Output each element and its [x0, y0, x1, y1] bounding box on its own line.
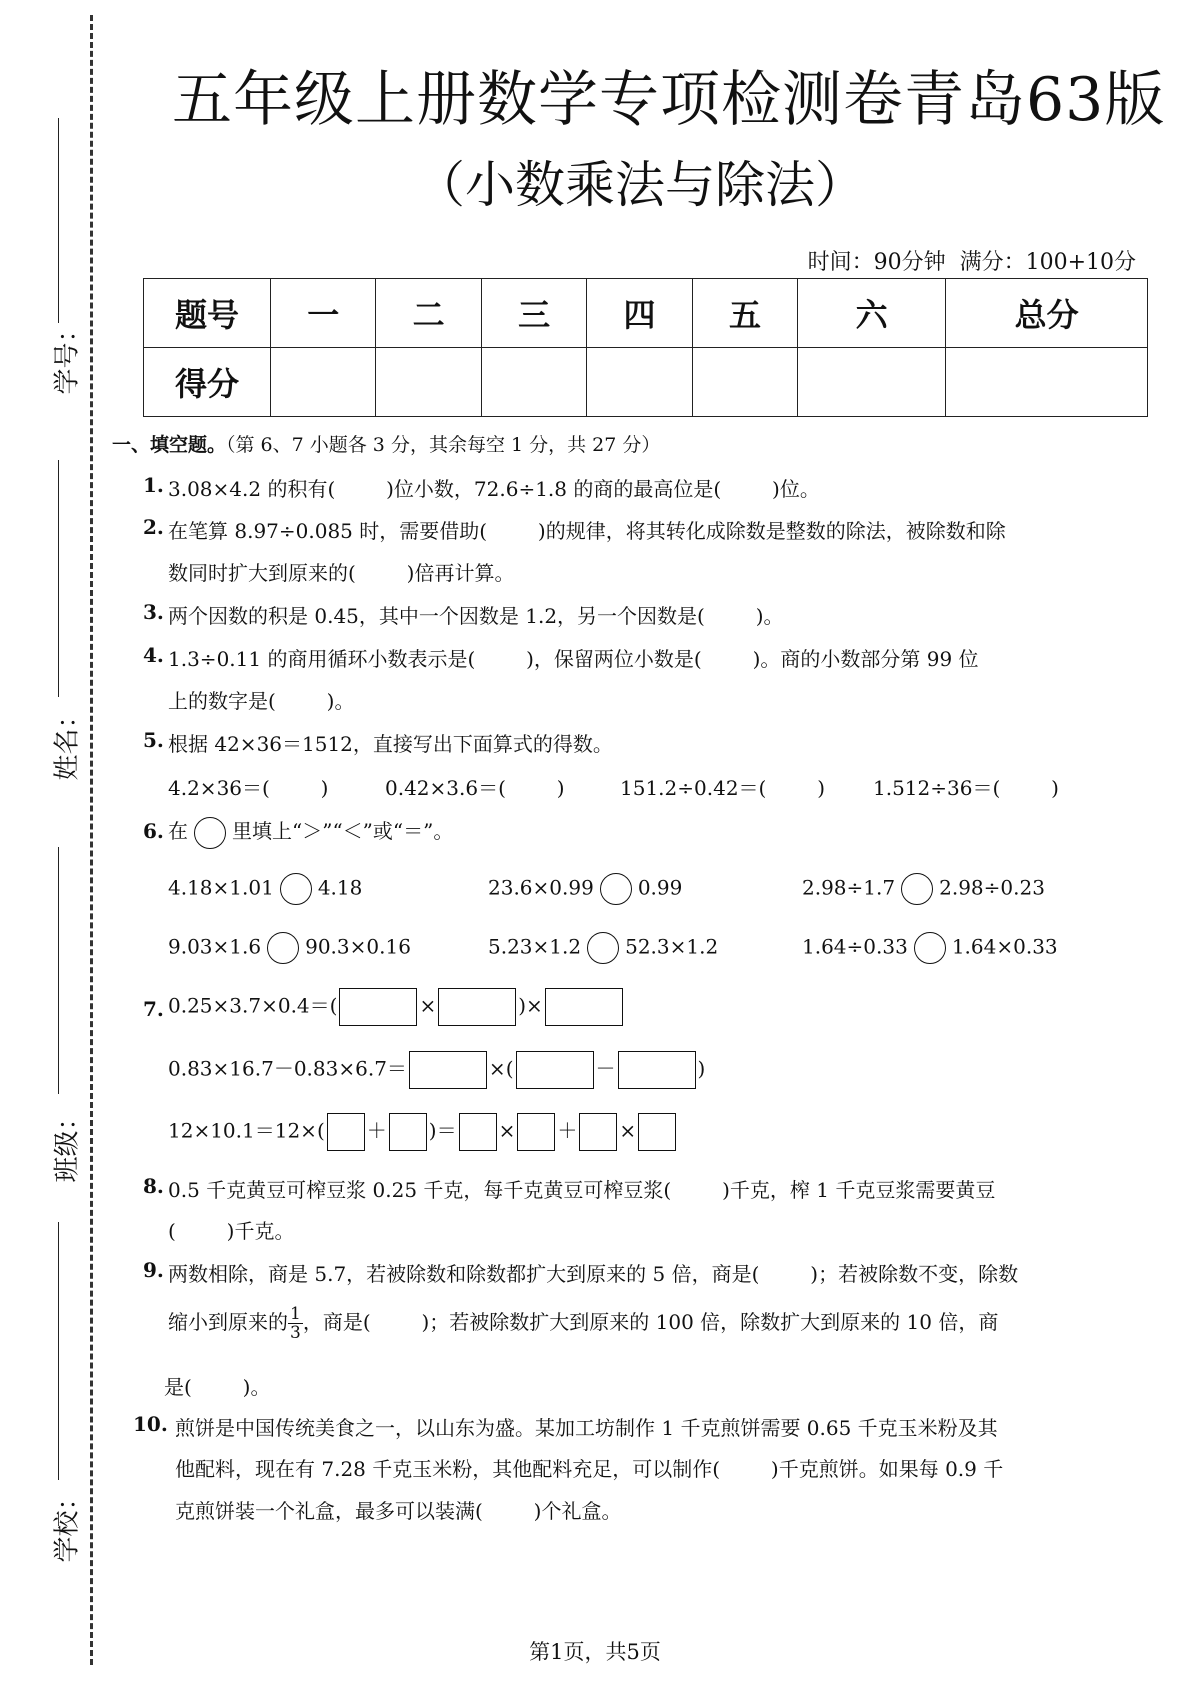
- question-2-line-2: 数同时扩大到原来的( )倍再计算。: [168, 561, 515, 585]
- question-5-expr: 4.2×36＝( ): [168, 776, 329, 800]
- prompt-text: 在: [168, 819, 188, 843]
- answer-box[interactable]: [638, 1113, 676, 1151]
- question-5-expr: 1.512÷36＝( ): [873, 776, 1059, 800]
- question-4-line-2: 上的数字是( )。: [168, 689, 355, 713]
- question-number: 7.: [143, 997, 164, 1021]
- header-cell: 一: [271, 279, 376, 348]
- question-number: 8.: [143, 1174, 164, 1198]
- answer-box[interactable]: [327, 1113, 365, 1151]
- question-8-line-2: ( )千克。: [168, 1219, 295, 1243]
- answer-box[interactable]: [579, 1113, 617, 1151]
- answer-box[interactable]: [517, 1113, 555, 1151]
- class-label: 班级：: [52, 1104, 83, 1183]
- compare-circle[interactable]: [901, 873, 933, 905]
- compare-item: 23.6×0.99 0.99: [488, 873, 682, 905]
- question-7-line-1: 0.25×3.7×0.4＝( × )×: [168, 988, 625, 1026]
- question-number: 9.: [143, 1258, 164, 1282]
- question-8-line-1: 0.5 千克黄豆可榨豆浆 0.25 千克，每千克黄豆可榨豆浆( )千克，榨 1 千克豆浆需要黄豆: [168, 1178, 996, 1202]
- header-cell: 六: [798, 279, 946, 348]
- question-5-prompt: 根据 42×36＝1512，直接写出下面算式的得数。: [168, 732, 613, 756]
- question-7-line-3: 12×10.1＝12×( ＋ )＝ × ＋ ×: [168, 1113, 678, 1151]
- student-id-line: [58, 118, 59, 323]
- header-cell: 五: [692, 279, 797, 348]
- answer-box[interactable]: [516, 1051, 594, 1089]
- header-cell: 四: [587, 279, 692, 348]
- score-cell[interactable]: [376, 348, 481, 417]
- question-5-expr: 151.2÷0.42＝( ): [620, 776, 826, 800]
- score-cell[interactable]: [946, 348, 1148, 417]
- question-number: 5.: [143, 728, 164, 752]
- score-cell[interactable]: [692, 348, 797, 417]
- score-cell[interactable]: [271, 348, 376, 417]
- question-1: 3.08×4.2 的积有( )位小数，72.6÷1.8 的商的最高位是( )位。: [168, 477, 820, 501]
- school-label: 学校：: [52, 1484, 83, 1563]
- compare-item: 9.03×1.6 90.3×0.16: [168, 932, 411, 964]
- question-9-line-3: 是( )。: [164, 1375, 271, 1399]
- page-subtitle: （小数乘法与除法）: [415, 156, 865, 214]
- question-number: 3.: [143, 600, 164, 624]
- question-7-line-2: 0.83×16.7－0.83×6.7＝ ×( － ): [168, 1051, 705, 1089]
- question-number: 1.: [143, 473, 164, 497]
- answer-box[interactable]: [339, 988, 417, 1026]
- compare-item: 4.18×1.01 4.18: [168, 873, 362, 905]
- compare-circle[interactable]: [914, 932, 946, 964]
- header-cell: 三: [481, 279, 586, 348]
- class-line: [58, 847, 59, 1094]
- question-10-line-3: 克煎饼装一个礼盒，最多可以装满( )个礼盒。: [175, 1499, 622, 1523]
- compare-item: 2.98÷1.7 2.98÷0.23: [802, 873, 1045, 905]
- row-label: 得分: [144, 348, 271, 417]
- question-number: 6.: [143, 819, 164, 843]
- circle-icon: [194, 817, 226, 849]
- score-cell[interactable]: [587, 348, 692, 417]
- answer-box[interactable]: [618, 1051, 696, 1089]
- compare-circle[interactable]: [600, 873, 632, 905]
- compare-circle[interactable]: [587, 932, 619, 964]
- answer-box[interactable]: [409, 1051, 487, 1089]
- question-9-line-2: 缩小到原来的 $\frac{1}{3}$ ，商是( )；若被除数扩大到原来的 100 倍，除数扩大到原来的 10 倍，商: [168, 1304, 999, 1343]
- compare-item: 1.64÷0.33 1.64×0.33: [802, 932, 1058, 964]
- name-label: 姓名：: [52, 702, 83, 781]
- school-line: [58, 1222, 59, 1480]
- prompt-text: 里填上“＞”“＜”或“＝”。: [232, 819, 454, 843]
- question-3: 两个因数的积是 0.45，其中一个因数是 1.2，另一个因数是( )。: [168, 604, 784, 628]
- name-line: [58, 460, 59, 697]
- compare-circle[interactable]: [267, 932, 299, 964]
- time-and-score: 时间：90分钟 满分：100+10分: [807, 250, 1136, 275]
- question-number: 10.: [133, 1412, 168, 1436]
- answer-box[interactable]: [389, 1113, 427, 1151]
- header-cell: 总分: [946, 279, 1148, 348]
- header-cell: 题号: [144, 279, 271, 348]
- question-9-line-1: 两数相除，商是 5.7，若被除数和除数都扩大到原来的 5 倍，商是( )；若被除数不变，除数: [168, 1262, 1019, 1286]
- section-note: （第 6、7 小题各 3 分，其余每空 1 分，共 27 分）: [226, 434, 661, 456]
- question-6-prompt: [168, 815, 453, 849]
- question-5-expr: 0.42×3.6＝( ): [385, 776, 565, 800]
- binding-dashed-line: [90, 15, 93, 1665]
- answer-box[interactable]: [438, 988, 516, 1026]
- question-10-line-2: 他配料，现在有 7.28 千克玉米粉，其他配料充足，可以制作( )千克煎饼。如果每 0.9 千: [175, 1457, 1004, 1481]
- score-table: [143, 278, 1148, 417]
- student-id-label: 学号：: [52, 316, 83, 395]
- compare-circle[interactable]: [280, 873, 312, 905]
- page-title: 五年级上册数学专项检测卷青岛63版: [172, 65, 1166, 135]
- question-4-line-1: 1.3÷0.11 的商用循环小数表示是( )，保留两位小数是( )。商的小数部分第 99 位: [168, 647, 979, 671]
- page-footer: 第1页，共5页: [529, 1640, 661, 1664]
- section-heading: [112, 430, 660, 457]
- question-number: 4.: [143, 643, 164, 667]
- fraction: $\frac{1}{3}$: [290, 1304, 301, 1343]
- question-10-line-1: 煎饼是中国传统美食之一，以山东为盛。某加工坊制作 1 千克煎饼需要 0.65 千克玉米粉及其: [175, 1416, 998, 1440]
- question-number: 2.: [143, 515, 164, 539]
- header-cell: 二: [376, 279, 481, 348]
- section-title: 一、填空题。: [112, 434, 227, 456]
- score-cell[interactable]: [481, 348, 586, 417]
- question-2-line-1: 在笔算 8.97÷0.085 时，需要借助( )的规律，将其转化成除数是整数的除法，被除数和除: [168, 519, 1006, 543]
- answer-box[interactable]: [459, 1113, 497, 1151]
- answer-box[interactable]: [545, 988, 623, 1026]
- compare-item: 5.23×1.2 52.3×1.2: [488, 932, 718, 964]
- score-cell[interactable]: [798, 348, 946, 417]
